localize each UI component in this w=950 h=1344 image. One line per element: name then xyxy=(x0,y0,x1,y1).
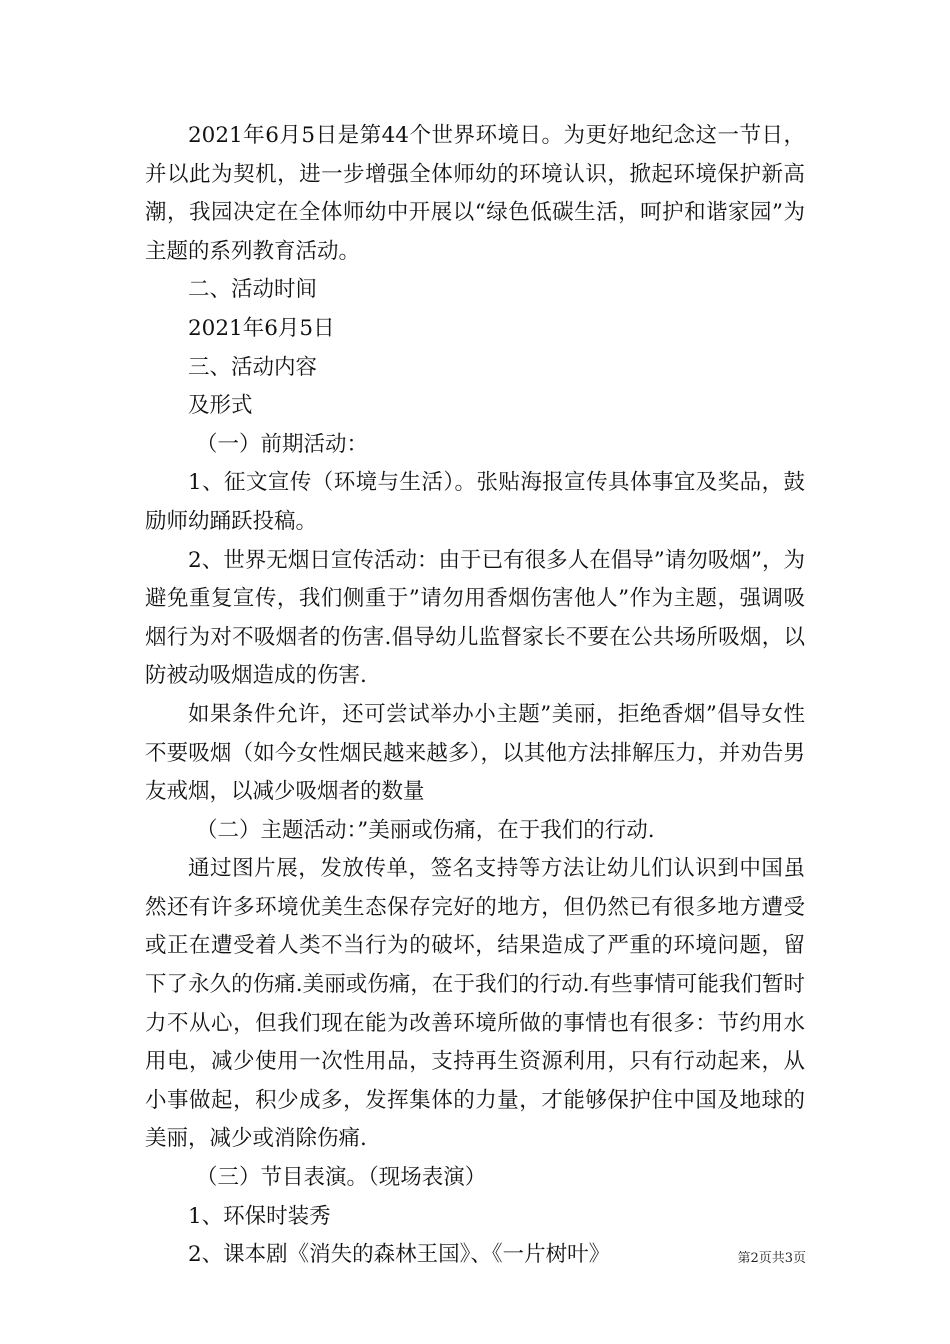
theme-activity-paragraph: 通过图片展，发放传单，签名支持等方法让幼儿们认识到中国虽然还有许多环境优美生态保存完好的地方，但仍然已有很多地方遭受或正在遭受着人类不当行为的破坏，结果造成了严重的环境问题，留下了永久的伤痛.美丽或伤痛，在于我们的行动.有些事情可能我们暂时力不从心，但我们现在能为改善环境所做的事情也有很多：节约用水用电，减少使用一次性用品，支持再生资源利用，只有行动起来，从小事做起，积少成多，发挥集体的力量，才能够保护住中国及地球的美丽，减少或消除伤痛. xyxy=(145,856,805,1152)
performance-item-textbook-play: 2、课本剧《消失的森林王国》、《一片树叶》 xyxy=(188,1242,611,1268)
intro-paragraph: 2021年6月5日是第44个世界环境日。为更好地纪念这一节日，并以此为契机，进一步增强全体师幼的环境认识，掀起环境保护新高潮，我园决定在全体师幼中开展以“绿色低碳生活，呵护和谐家园”为主题的系列教育活动。 xyxy=(145,123,805,264)
section-heading-activity-time: 二、活动时间 xyxy=(188,277,318,303)
subheading-preliminary-activities: （一）前期活动： xyxy=(196,431,369,457)
document-body xyxy=(145,117,805,1275)
performance-item-fashion-show: 1、环保时装秀 xyxy=(188,1203,331,1229)
subheading-theme-activity: （二）主题活动：”美丽或伤痛，在于我们的行动. xyxy=(196,817,655,843)
mini-theme-paragraph: 如果条件允许，还可尝试举办小主题”美丽，拒绝香烟”倡导女性不要吸烟（如今女性烟民越来越多），以其他方法排解压力，并劝告男友戒烟，以减少吸烟者的数量 xyxy=(145,701,805,805)
page-number: 第2页共3页 xyxy=(737,1251,806,1266)
no-smoking-day-paragraph: 2、世界无烟日宣传活动：由于已有很多人在倡导”请勿吸烟”，为避免重复宣传，我们侧重于”请勿用香烟伤害他人”作为主题，强调吸烟行为对不吸烟者的伤害.倡导幼儿监督家长不要在公共场所吸烟，以防被动吸烟造成的伤害. xyxy=(145,547,805,689)
section-heading-activity-content: 三、活动内容 xyxy=(188,354,318,380)
section-heading-continuation: 及形式 xyxy=(188,393,253,419)
subheading-performance: （三）节目表演。（现场表演） xyxy=(196,1165,487,1191)
activity-date: 2021年6月5日 xyxy=(188,315,335,341)
essay-publicity-paragraph: 1、征文宣传（环境与生活）。张贴海报宣传具体事宜及奖品，鼓励师幼踊跃投稿。 xyxy=(145,470,805,534)
